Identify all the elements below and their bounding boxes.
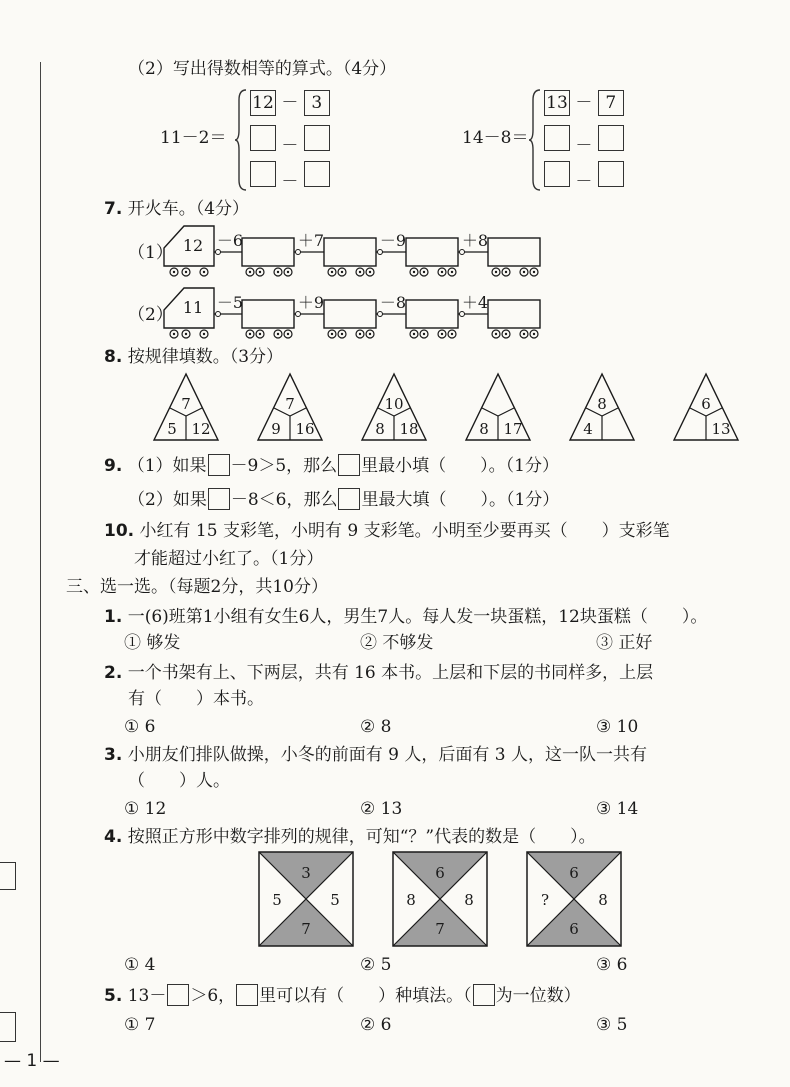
square-top-number: 3 [301,864,311,882]
coupler-ring [216,250,221,255]
text: ＞6， [190,986,236,1006]
question-title: 按规律填数。（3分） [127,347,284,367]
triangle-pattern [140,372,740,444]
wheel-hub [441,333,443,335]
answer-box[interactable] [208,454,230,476]
wheel-hub [441,271,443,273]
train-car-box [242,300,294,328]
wheel-hub [369,271,371,273]
answer-box[interactable] [473,984,495,1006]
text: 13－ [127,986,167,1006]
minus-sign: － [281,172,299,192]
s3-q4 [104,826,596,848]
square-left-number: ? [540,891,550,909]
square-bottom-number: 7 [435,920,445,938]
text: －8＜6，那么 [230,490,338,510]
train-row-2 [160,284,550,346]
s3-q4-opt-b[interactable]: ② 5 [360,955,392,975]
s3-q1-opt-a[interactable]: ① 够发 [124,633,181,653]
train-operation: －9 [379,231,407,250]
wheel-hub [277,333,279,335]
train-car-box [324,300,376,328]
triangle-right-number: 13 [711,420,731,438]
square-right-number: 8 [598,891,608,909]
answer-box[interactable] [598,125,624,151]
triangle-left-number: 8 [375,420,385,438]
coupler-ring [460,250,465,255]
triangle-top-number: 10 [384,395,404,413]
wheel-hub [523,333,525,335]
square-left-number: 8 [406,891,416,909]
train-operation: －6 [216,231,244,250]
train-car-box [488,238,540,266]
wheel-hub [331,271,333,273]
text: 为一位数） [495,986,581,1006]
question-number: 1. [104,607,123,627]
margin-box [0,1012,16,1042]
wheel-hub [451,271,453,273]
text: （2）如果 [128,490,207,510]
question-number: 2. [104,663,123,683]
answer-box[interactable] [544,125,570,151]
margin-line [40,62,41,1062]
triangle-top-number: 7 [181,395,191,413]
coupler-ring [378,250,383,255]
s3-q1 [104,606,707,628]
square-right-number: 8 [464,891,474,909]
s3-q3-opt-c[interactable]: ③ 14 [596,799,639,819]
coupler-ring [460,312,465,317]
s3-q2-line1 [104,662,653,684]
minus-sign: － [281,136,299,156]
wheel-hub [287,271,289,273]
wheel-hub [369,333,371,335]
q6-left-row2 [250,125,330,157]
answer-box[interactable] [250,161,276,187]
q6-left-row3 [250,161,330,193]
wheel-hub [495,333,497,335]
margin-box [0,862,16,890]
answer-box[interactable]: 12 [250,90,276,116]
triangle-left-number: 4 [583,420,593,438]
triangle-top-number: 8 [597,395,607,413]
answer-box[interactable]: 13 [544,90,570,116]
triangle-left-number: 9 [271,420,281,438]
text: 小朋友们排队做操，小冬的前面有 9 人，后面有 3 人，这一队一共有 [127,745,647,765]
s3-q3-line2: （ ）人。 [128,771,230,791]
answer-box[interactable] [304,125,330,151]
q10-line2: 才能超过小红了。（1分） [134,549,324,569]
question-number: 4. [104,827,123,847]
s3-q5 [104,984,581,1007]
question-number: 5. [104,986,123,1006]
wheel-hub [523,271,525,273]
wheel-hub [185,271,187,273]
left-brace [234,88,248,192]
question-number: 10. [104,521,135,541]
q6-left-row1 [250,90,330,116]
train-operation: －5 [216,293,244,312]
answer-box[interactable] [598,161,624,187]
train-operation: ＋8 [461,231,489,250]
train-car-box [242,238,294,266]
q6-right-row3 [544,161,624,193]
wheel-hub [203,333,205,335]
coupler-ring [216,312,221,317]
square-bottom-number: 6 [569,920,579,938]
triangle-right-number: 12 [191,420,211,438]
engine-number: 12 [182,236,204,255]
question-number: 7. [104,199,123,219]
wheel-hub [533,333,535,335]
coupler-ring [378,312,383,317]
wheel-hub [341,333,343,335]
coupler-ring [296,250,301,255]
triangle-left-number: 5 [167,420,177,438]
minus-sign: － [281,93,299,113]
square-right-number: 5 [330,891,340,909]
wheel-hub [185,333,187,335]
q6-right-row1 [544,90,624,116]
wheel-hub [259,333,261,335]
answer-box[interactable] [544,161,570,187]
square-top-number: 6 [435,864,445,882]
text: 里最小填（ ）。（1分） [361,456,559,476]
square-left-number: 5 [272,891,282,909]
wheel-hub [413,333,415,335]
page-number: — 1 — [4,1051,60,1071]
text: －9＞5，那么 [230,456,338,476]
wheel-hub [359,333,361,335]
wheel-hub [423,333,425,335]
train-operation: ＋9 [297,293,325,312]
question-title: 开火车。（4分） [127,199,250,219]
q10-line1 [104,520,670,542]
train-car-box [406,238,458,266]
text: 里可以有（ ）种填法。（ [259,986,472,1006]
q6-right-expr: 14－8＝ [462,128,529,148]
q7-heading [104,198,249,220]
q9-line1 [104,454,559,477]
q9-line2 [128,488,559,511]
s3-q2-opt-a[interactable]: ① 6 [124,717,156,737]
wheel-hub [423,271,425,273]
answer-box[interactable] [236,984,258,1006]
wheel-hub [331,333,333,335]
wheel-hub [451,333,453,335]
answer-box[interactable]: 3 [304,90,330,116]
q7-row2-label: （2） [128,305,173,325]
s3-q3-opt-b[interactable]: ② 13 [360,799,403,819]
s3-q2-opt-c[interactable]: ③ 10 [596,717,639,737]
minus-sign: － [575,93,593,113]
triangle-top-number: 7 [285,395,295,413]
square-pattern [255,850,635,950]
text: 一个书架有上、下两层，共有 16 本书。上层和下层的书同样多，上层 [127,663,654,683]
train-operation: ＋7 [297,231,325,250]
s3-q2-opt-b[interactable]: ② 8 [360,717,392,737]
question-number: 3. [104,745,123,765]
wheel-hub [249,333,251,335]
q6-right-row2 [544,125,624,157]
triangle-divider [482,408,498,416]
wheel-hub [533,271,535,273]
wheel-hub [249,271,251,273]
square-bottom-number: 7 [301,920,311,938]
train-car-box [406,300,458,328]
section-3-title: 三、选一选。（每题2分，共10分） [66,577,328,597]
q6-left-expr: 11－2＝ [160,128,227,148]
triangle-divider [498,408,514,416]
answer-box[interactable] [208,488,230,510]
engine-number: 11 [182,298,204,317]
s3-q4-opt-c[interactable]: ③ 6 [596,955,628,975]
triangle-right-number: 16 [295,420,315,438]
s3-q5-opt-b[interactable]: ② 6 [360,1015,392,1035]
s3-q1-opt-c[interactable]: ③ 正好 [596,633,653,653]
minus-sign: － [575,172,593,192]
answer-box[interactable] [167,984,189,1006]
q8-heading [104,346,283,368]
train-operation: ＋4 [461,293,489,312]
train-car-box [488,300,540,328]
text: 一(6)班第1小组有女生6人，男生7人。每人发一块蛋糕，12块蛋糕（ ）。 [127,607,708,627]
s3-q5-opt-c[interactable]: ③ 5 [596,1015,628,1035]
wheel-hub [495,271,497,273]
train-row-1 [160,222,550,284]
wheel-hub [505,271,507,273]
s3-q4-opt-a[interactable]: ① 4 [124,955,156,975]
text: 按照正方形中数字排列的规律，可知“？”代表的数是（ ）。 [127,827,596,847]
wheel-hub [505,333,507,335]
wheel-hub [341,271,343,273]
text: 小红有 15 支彩笔，小明有 9 支彩笔。小明至少要再买（ ）支彩笔 [139,521,670,541]
wheel-hub [413,271,415,273]
triangle-right-number: 17 [503,420,523,438]
s3-q3-opt-a[interactable]: ① 12 [124,799,167,819]
question-number: 8. [104,347,123,367]
wheel-hub [287,333,289,335]
answer-box[interactable] [304,161,330,187]
s3-q3-line1 [104,744,647,766]
coupler-ring [296,312,301,317]
train-car-box [324,238,376,266]
right-brace [528,88,542,192]
answer-box[interactable] [250,125,276,151]
minus-sign: － [575,136,593,156]
answer-box[interactable] [338,454,360,476]
wheel-hub [359,271,361,273]
triangle-right-number: 18 [399,420,419,438]
triangle-top-number: 6 [701,395,711,413]
square-top-number: 6 [569,864,579,882]
text: 里最大填（ ）。（1分） [361,490,560,510]
wheel-hub [173,333,175,335]
question-number: 9. [104,456,123,476]
q7-row1-label: （1） [128,243,173,263]
wheel-hub [259,271,261,273]
text: （1）如果 [127,456,207,476]
s3-q1-opt-b[interactable]: ② 不够发 [360,633,434,653]
train-operation: －8 [379,293,407,312]
s3-q5-opt-a[interactable]: ① 7 [124,1015,156,1035]
wheel-hub [173,271,175,273]
s3-q2-line2: 有（ ）本书。 [128,689,264,709]
answer-box[interactable]: 7 [598,90,624,116]
wheel-hub [203,271,205,273]
answer-box[interactable] [338,488,360,510]
triangle-left-number: 8 [479,420,489,438]
wheel-hub [277,271,279,273]
q6-2-title: （2）写出得数相等的算式。（4分） [128,59,397,79]
